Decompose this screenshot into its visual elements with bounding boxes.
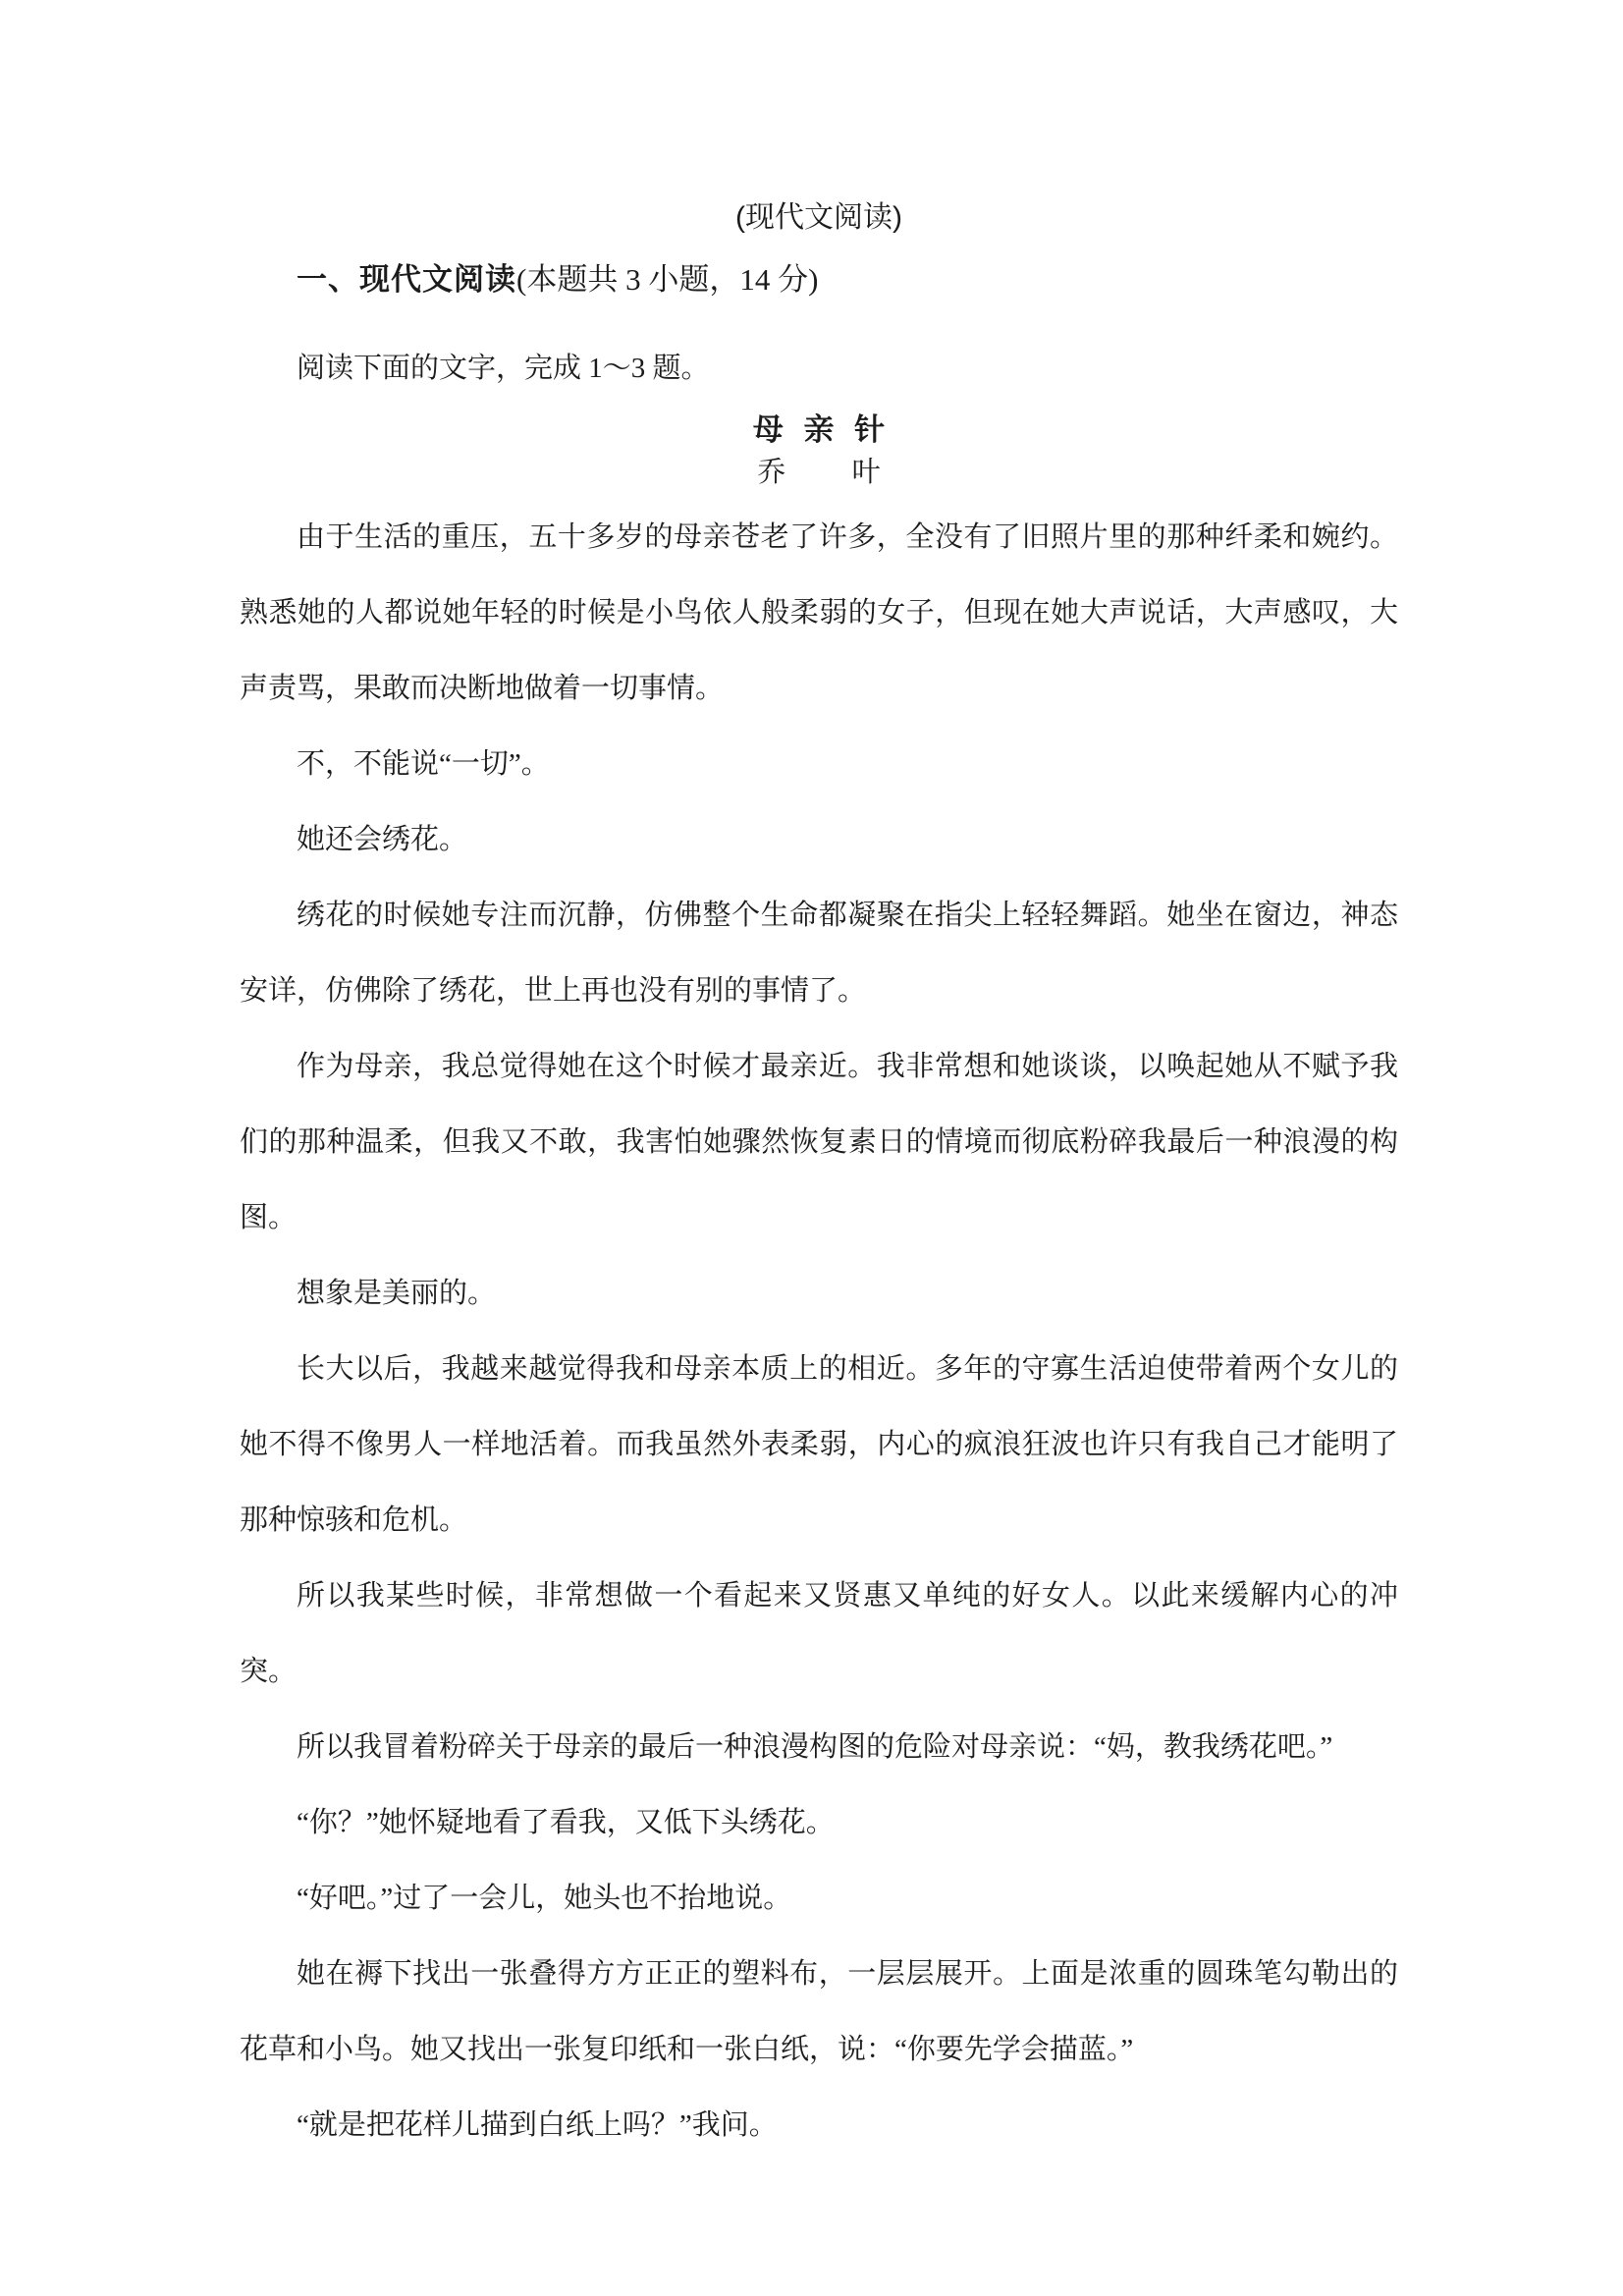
essay-title: 母 亲 针 bbox=[752, 412, 886, 447]
essay-author: 乔 叶 bbox=[757, 457, 881, 488]
essay-paragraph: 她在褥下找出一张叠得方方正正的塑料布，一层层展开。上面是浓重的圆珠笔勾勒出的花草和小鸟。她又找出一张复印纸和一张白纸，说：“你要先学会描蓝。” bbox=[240, 1958, 1398, 2065]
essay-body bbox=[240, 500, 1398, 2163]
essay-paragraph: 想象是美丽的。 bbox=[297, 1278, 497, 1309]
essay-paragraph: “你？”她怀疑地看了看我，又低下头绣花。 bbox=[297, 1807, 835, 1838]
essay-paragraph: 她还会绣花。 bbox=[297, 824, 468, 855]
essay-paragraph: 不，不能说“一切”。 bbox=[297, 748, 550, 780]
section-heading-number: 一、现代文阅读 bbox=[297, 262, 516, 297]
reading-instruction: 阅读下面的文字，完成 1～3 题。 bbox=[297, 353, 710, 384]
essay-paragraph: 绣花的时候她专注而沉静，仿佛整个生命都凝聚在指尖上轻轻舞蹈。她坐在窗边，神态安详，仿佛除了绣花，世上再也没有别的事情了。 bbox=[240, 900, 1398, 1007]
essay-paragraph: “就是把花样儿描到白纸上吗？”我问。 bbox=[297, 2109, 778, 2141]
document-title: (现代文阅读) bbox=[735, 201, 902, 234]
essay-paragraph: 所以我某些时候，非常想做一个看起来又贤惠又单纯的好女人。以此来缓解内心的冲突。 bbox=[240, 1580, 1398, 1687]
essay-paragraph: 长大以后，我越来越觉得我和母亲本质上的相近。多年的守寡生活迫使带着两个女儿的她不得不像男人一样地活着。而我虽然外表柔弱，内心的疯浪狂波也许只有我自己才能明了那种惊骇和危机。 bbox=[240, 1353, 1398, 1536]
essay-paragraph: 由于生活的重压，五十多岁的母亲苍老了许多，全没有了旧照片里的那种纤柔和婉约。熟悉她的人都说她年轻的时候是小鸟依人般柔弱的女子，但现在她大声说话，大声感叹，大声责骂，果敢而决断地做着一切事情。 bbox=[240, 521, 1398, 704]
essay-paragraph: 作为母亲，我总觉得她在这个时候才最亲近。我非常想和她谈谈，以唤起她从不赋予我们的那种温柔，但我又不敢，我害怕她骤然恢复素日的情境而彻底粉碎我最后一种浪漫的构图。 bbox=[240, 1051, 1398, 1233]
section-heading-note: (本题共 3 小题，14 分) bbox=[516, 262, 819, 297]
section-heading bbox=[240, 260, 1398, 300]
essay-paragraph: “好吧。”过了一会儿，她头也不抬地说。 bbox=[297, 1883, 792, 1914]
essay-paragraph: 所以我冒着粉碎关于母亲的最后一种浪漫构图的危险对母亲说：“妈，教我绣花吧。” bbox=[297, 1731, 1333, 1763]
